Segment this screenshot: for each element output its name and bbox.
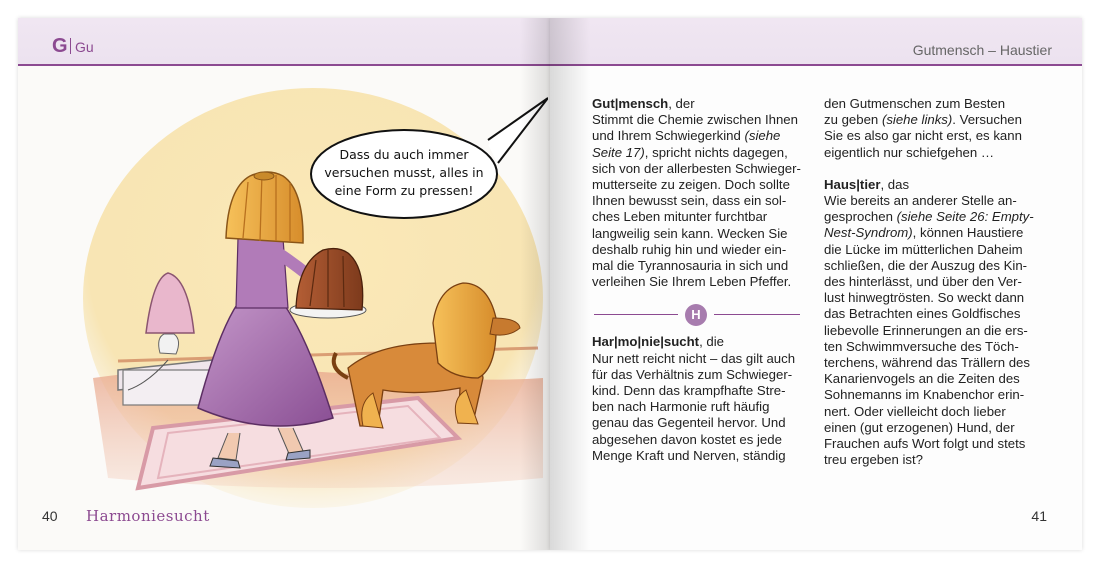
letter-divider [592, 304, 802, 326]
entry-body-harmoniesucht: Nur nett reicht nicht – das gilt auch für das Verhältnis zum Schwieger- kind. Denn das krampfhafte Stre- ben nach Harmonie ruft häufig genau das Gegenteil hervor. Und abgesehen davon kostet es jede Menge Kraft und Nerven, ständig [592, 350, 796, 463]
section-separator [70, 38, 71, 54]
entry-gutmensch [592, 96, 802, 112]
left-gutter-shadow [520, 18, 550, 550]
gutmensch-text-2: , spricht nichts dagegen, sich von der allerbesten Schwieger- mutterseite zu zeigen. Doch sollte Ihnen bewusst sein, dass ein sol- ches Leben mitunter furchtbar langweilig sein kann. Wecken Sie deshalb ruhig hin und wieder ein- mal die Tyrannosauria in sich und verleihen Sie Ihrem Leben Pfeffer. [592, 144, 801, 290]
haustier-reference: (siehe Seite 26: Empty- Nest-Syndrom) [824, 209, 1034, 241]
cartoon-illustration [78, 78, 548, 513]
entry-harmoniesucht [592, 334, 802, 350]
left-header-band [18, 18, 550, 64]
continuation-text-2: . Versuchen Sie es also gar nicht erst, es kann eigentlich nur schiefgehen … [824, 112, 1022, 160]
entry-haustier [824, 177, 1044, 193]
entry-body-gutmensch [592, 112, 802, 290]
left-header-rule [18, 64, 550, 66]
right-page [550, 18, 1082, 550]
left-page-number: 40 [42, 508, 58, 524]
left-page [18, 18, 550, 550]
text-column-2 [824, 96, 1044, 468]
haustier-text-2: , können Haustiere die Lücke im mütterlichen Daheim schließen, die der Auszug des Kin- des hinterlässt, und über den Ver- lust hinwegtrösten. So weckt dann das Betrachten eines Goldfisches liebevolle Erinnerungen an die ers- ten Schwimmversuche des Töch- terchens, während das Trällern des Kanarienvogels an die Zeiten des Sohnemanns im Knabenchor erin- nert. Oder vielleicht doch lieber einen (gut erzogenen) Hund, der Frauchen aufs Wort folgt und stets treu ergeben ist? [824, 225, 1030, 468]
section-letter: G [52, 35, 68, 57]
gutmensch-text-1: Stimmt die Chemie zwischen Ihnen und Ihrem Schwiegerkind [592, 112, 798, 144]
harmoniesucht-continuation [824, 96, 1044, 161]
entry-title-haustier: Haus|tier [824, 176, 881, 192]
continuation-reference: (siehe links) [881, 112, 953, 128]
entry-gram-gutmensch: , der [668, 96, 695, 111]
entry-body-haustier [824, 193, 1044, 468]
lamp-base [159, 334, 179, 354]
speech-line-1: Dass du auch immer [339, 147, 469, 162]
cake-head-top [254, 172, 274, 180]
speech-line-2: versuchen musst, alles in [324, 165, 484, 180]
entry-gram-harmoniesucht: , die [699, 334, 725, 350]
divider-line-left [594, 314, 678, 315]
divider-line-right [714, 314, 800, 315]
continuation-text-1: den Gutmenschen zum Besten zu geben [824, 96, 1006, 128]
entry-title-harmoniesucht: Har|mo|nie|sucht [592, 334, 700, 350]
right-page-number: 41 [1031, 508, 1047, 524]
letter-badge-h: H [685, 304, 707, 326]
speech-line-3: eine Form zu pressen! [334, 183, 474, 198]
text-column-1 [592, 96, 802, 464]
running-head: Gutmensch – Haustier [912, 42, 1052, 58]
right-gutter-shadow [550, 18, 590, 550]
paragraph-gap [824, 161, 1044, 177]
gutmensch-reference: (siehe Seite 17) [592, 128, 781, 160]
haustier-text-1: Wie bereits an anderer Stelle an- gesprochen [824, 193, 1017, 225]
section-subletters: Gu [75, 39, 94, 55]
entry-title-gutmensch: Gut|mensch [592, 96, 669, 111]
left-page-keyword: Harmoniesucht [86, 507, 210, 525]
entry-gram-haustier: , das [880, 176, 910, 192]
right-header-rule [550, 64, 1082, 66]
dog-head-fur [433, 283, 496, 378]
